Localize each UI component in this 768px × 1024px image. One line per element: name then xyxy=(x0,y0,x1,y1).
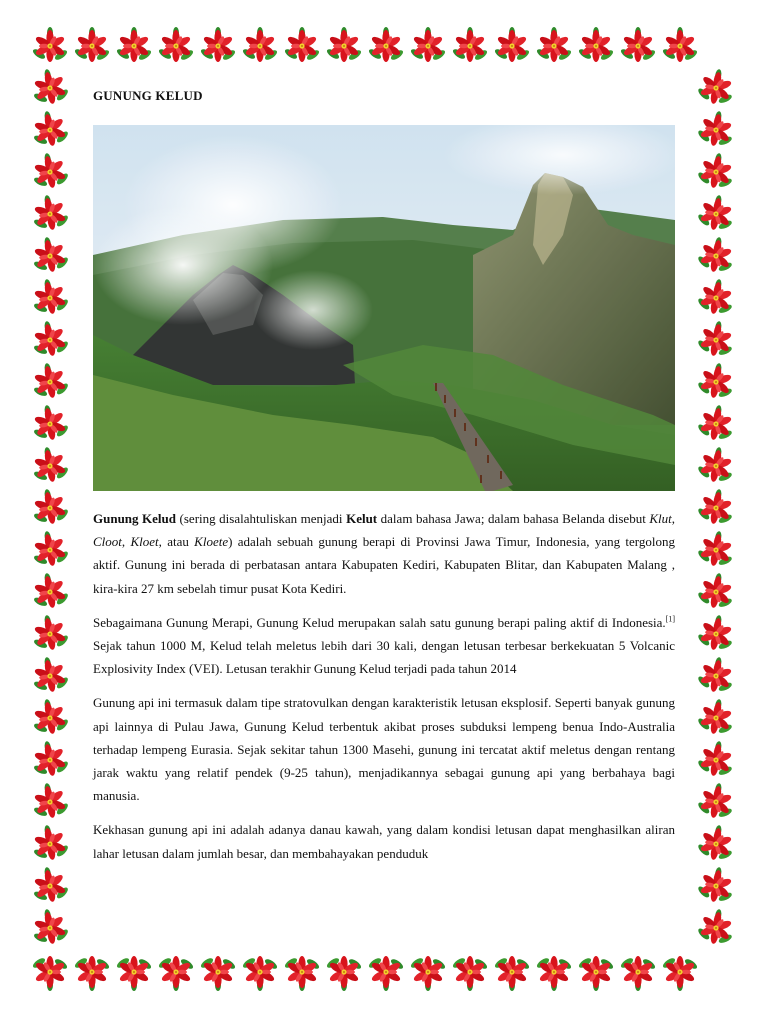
poinsettia-flower-icon xyxy=(493,27,530,62)
poinsettia-flower-icon xyxy=(535,27,572,62)
document-title: GUNUNG KELUD xyxy=(93,88,203,103)
poinsettia-flower-icon xyxy=(451,27,488,62)
poinsettia-flower-icon xyxy=(28,192,71,233)
document-page xyxy=(93,86,675,861)
text-run: Kekhasan gunung api ini adalah adanya danau kawah, yang dalam kondisi letusan dapat menghasilkan aliran lahar letusan dalam jumlah besar, dan membahayakan penduduk xyxy=(93,822,675,861)
poinsettia-flower-icon xyxy=(28,486,71,527)
poinsettia-flower-icon xyxy=(28,906,71,947)
text-run: , atau xyxy=(158,534,195,550)
poinsettia-flower-icon xyxy=(695,444,738,485)
poinsettia-flower-icon xyxy=(157,27,194,62)
poinsettia-flower-icon xyxy=(241,27,278,62)
poinsettia-flower-icon xyxy=(115,956,152,991)
poinsettia-flower-icon xyxy=(28,780,71,821)
poinsettia-flower-icon xyxy=(695,318,738,359)
poinsettia-flower-icon xyxy=(695,906,738,947)
poinsettia-flower-icon xyxy=(199,27,236,62)
text-run: Kloete xyxy=(194,534,229,550)
text-run: Gunung Kelud xyxy=(93,511,177,526)
poinsettia-flower-icon xyxy=(619,27,656,62)
poinsettia-flower-icon xyxy=(535,956,572,991)
poinsettia-flower-icon xyxy=(283,27,320,62)
poinsettia-flower-icon xyxy=(695,864,738,905)
text-run: , xyxy=(121,534,131,550)
poinsettia-flower-icon xyxy=(73,956,110,991)
poinsettia-flower-icon xyxy=(695,822,738,863)
poinsettia-flower-icon xyxy=(695,654,738,695)
text-run: , xyxy=(671,511,675,526)
poinsettia-flower-icon xyxy=(695,738,738,779)
text-run: Cloot xyxy=(93,534,122,550)
poinsettia-flower-icon xyxy=(695,150,738,191)
poinsettia-flower-icon xyxy=(157,956,194,991)
text-run: (sering disalahtuliskan menjadi xyxy=(176,511,347,526)
poinsettia-flower-icon xyxy=(28,66,71,107)
poinsettia-flower-icon xyxy=(28,234,71,275)
poinsettia-flower-icon xyxy=(577,27,614,62)
text-run: Klut xyxy=(649,511,672,526)
poinsettia-flower-icon xyxy=(367,27,404,62)
poinsettia-flower-icon xyxy=(695,360,738,401)
poinsettia-flower-icon xyxy=(199,956,236,991)
poinsettia-flower-icon xyxy=(695,108,738,149)
poinsettia-flower-icon xyxy=(661,956,698,991)
poinsettia-flower-icon xyxy=(661,27,698,62)
poinsettia-flower-icon xyxy=(451,956,488,991)
poinsettia-flower-icon xyxy=(619,956,656,991)
text-run: Sebagaimana Gunung Merapi, Gunung Kelud merupakan salah satu gunung berapi paling aktif di Indonesia. xyxy=(93,614,666,630)
poinsettia-flower-icon xyxy=(28,654,71,695)
poinsettia-flower-icon xyxy=(28,822,71,863)
paragraph xyxy=(93,818,675,864)
text-run: ) adalah sebuah gunung berapi di Provinsi Jawa Timur, Indonesia, yang tergolong aktif. Gunung ini berada di perbatasan antara Kabupaten Kediri, Kabupaten Blitar, dan Kabupaten Malang , kira-kira 27 km sebelah timur pusat Kota Kediri. xyxy=(93,534,675,596)
poinsettia-flower-icon xyxy=(28,402,71,443)
poinsettia-flower-icon xyxy=(367,956,404,991)
poinsettia-flower-icon xyxy=(325,27,362,62)
poinsettia-flower-icon xyxy=(28,108,71,149)
poinsettia-flower-icon xyxy=(28,570,71,611)
poinsettia-flower-icon xyxy=(28,318,71,359)
poinsettia-flower-icon xyxy=(28,612,71,653)
poinsettia-flower-icon xyxy=(325,956,362,991)
poinsettia-flower-icon xyxy=(695,486,738,527)
text-run: Gunung api ini termasuk dalam tipe stratovulkan dengan karakteristik letusan eksplosif. Seperti banyak gunung api lainnya di Pulau Jawa, Gunung Kelud terbentuk akibat proses subduksi lempeng benua Indo-Australia terhadap lempeng Eurasia. Sejak sekitar tahun 1300 Masehi, gunung ini tercatat aktif meletus dengan rentang jarak waktu yang relatif pendek (9-25 tahun), menjadikannya sebagai gunung api yang berbahaya bagi manusia. xyxy=(93,695,675,804)
poinsettia-flower-icon xyxy=(115,27,152,62)
poinsettia-flower-icon xyxy=(241,956,278,991)
paragraph xyxy=(93,691,675,807)
poinsettia-flower-icon xyxy=(28,360,71,401)
poinsettia-flower-icon xyxy=(695,612,738,653)
poinsettia-flower-icon xyxy=(28,276,71,317)
text-run: Sejak tahun 1000 M, Kelud telah meletus lebih dari 30 kali, dengan letusan terbesar berkekuatan 5 Volcanic Explosivity Index (VEI). Letusan terakhir Gunung Kelud terjadi pada tahun 2014 xyxy=(93,638,675,677)
poinsettia-flower-icon xyxy=(409,27,446,62)
poinsettia-flower-icon xyxy=(31,27,68,62)
poinsettia-flower-icon xyxy=(28,528,71,569)
paragraph xyxy=(93,507,675,600)
poinsettia-flower-icon xyxy=(493,956,530,991)
paragraph xyxy=(93,611,675,681)
poinsettia-flower-icon xyxy=(695,696,738,737)
poinsettia-flower-icon xyxy=(695,528,738,569)
poinsettia-flower-icon xyxy=(28,738,71,779)
poinsettia-flower-icon xyxy=(73,27,110,62)
poinsettia-flower-icon xyxy=(695,276,738,317)
text-run: Kelut xyxy=(346,511,378,526)
poinsettia-flower-icon xyxy=(28,864,71,905)
poinsettia-flower-icon xyxy=(695,192,738,233)
poinsettia-flower-icon xyxy=(28,444,71,485)
text-run: Kloet xyxy=(130,534,159,550)
poinsettia-flower-icon xyxy=(695,66,738,107)
poinsettia-flower-icon xyxy=(695,570,738,611)
poinsettia-flower-icon xyxy=(28,696,71,737)
poinsettia-flower-icon xyxy=(695,234,738,275)
mountain-photo xyxy=(93,125,675,491)
poinsettia-flower-icon xyxy=(283,956,320,991)
poinsettia-flower-icon xyxy=(31,956,68,991)
citation-ref[interactable]: [1] xyxy=(665,614,675,624)
text-run: dalam bahasa Jawa; dalam bahasa Belanda disebut xyxy=(377,511,650,526)
poinsettia-flower-icon xyxy=(695,780,738,821)
poinsettia-flower-icon xyxy=(409,956,446,991)
poinsettia-flower-icon xyxy=(577,956,614,991)
poinsettia-flower-icon xyxy=(695,402,738,443)
poinsettia-flower-icon xyxy=(28,150,71,191)
article-body xyxy=(93,507,675,876)
